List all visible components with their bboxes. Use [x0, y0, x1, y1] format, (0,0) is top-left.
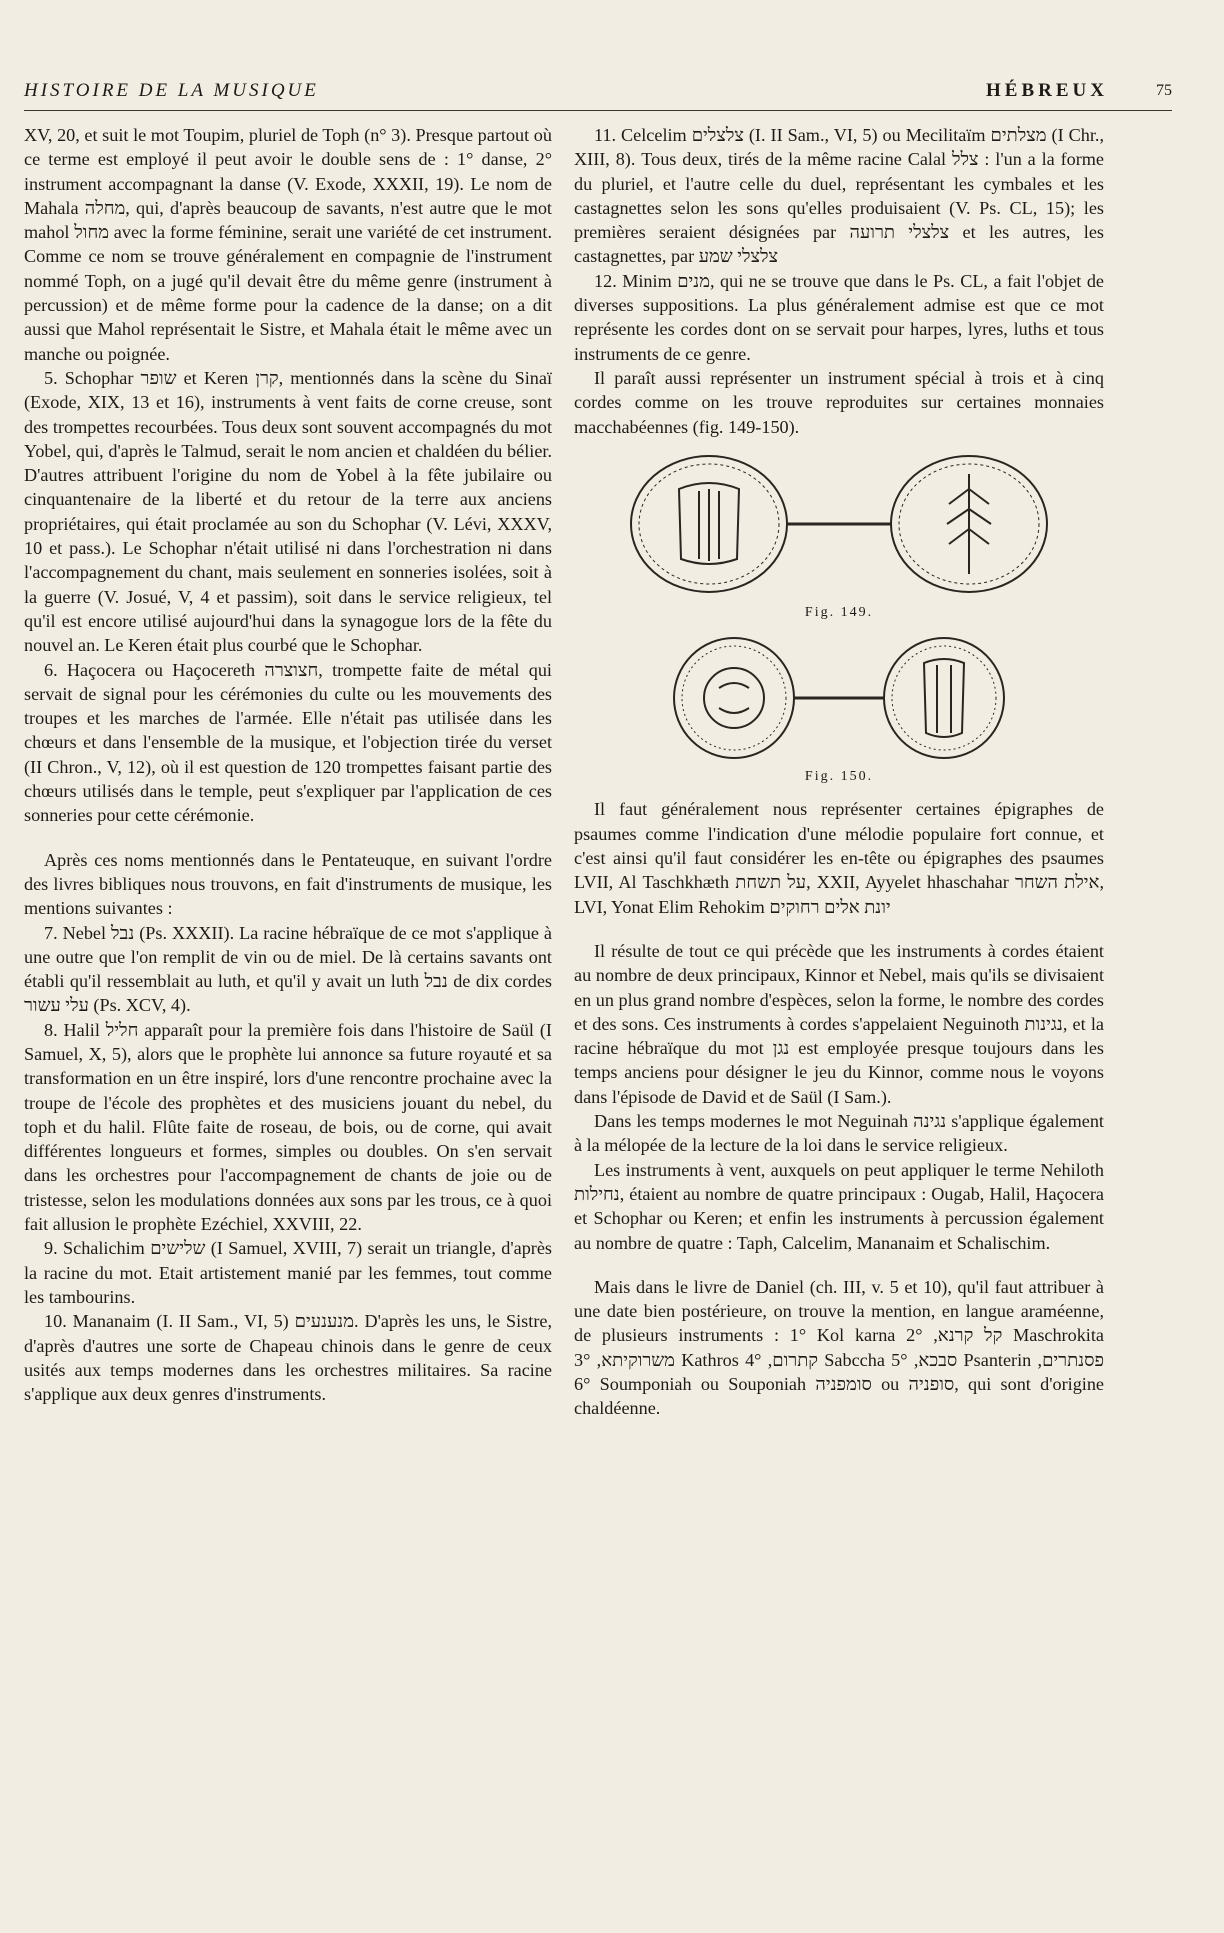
running-header-title: HISTOIRE DE LA MUSIQUE: [24, 80, 319, 101]
paragraph: 10. Mananaim (I. II Sam., VI, 5) מנענעים. D'après les uns, le Sistre, d'après d'autres une sorte de Chapeau chinois dans le genre de ceux usités aux temps modernes dans les orchestres militaires. Sa racine s'applique aux deux genres d'instruments.: [24, 1311, 552, 1405]
right-column: [574, 123, 1104, 1421]
paragraph-gap: [574, 1255, 1104, 1275]
coin-pair-illustration: [649, 633, 1029, 763]
running-header-section: HÉBREUX: [986, 80, 1108, 101]
paragraph: Dans les temps modernes le mot Neguinah נגינה s'applique également à la mélopée de la lecture de la loi dans le service religieux.: [574, 1111, 1104, 1156]
paragraph: 11. Celcelim צלצלים (I. II Sam., VI, 5) ou Mecilitaïm מצלתים (I Chr., XIII, 8). Tous deux, tirés de la même racine Calal צלל : l'un a la forme du pluriel, et l'autre celle du duel, représentant les cymbales et les castagnettes selon les sons qu'elles produisaient (V. Ps. CL, 15); les premières seraient désignées par צלצלי תרועה et les autres, les castagnettes, par צלצלי שמע: [574, 125, 1105, 267]
page-number: 75: [1156, 82, 1172, 99]
paragraph-gap: [24, 828, 552, 848]
paragraph: 5. Schophar שופר et Keren קרן, mentionnés dans la scène du Sinaï (Exode, XIX, 13 et 16), instruments à vent faits de corne creuse, sont des trompettes recourbées. Tous deux sont souvent accompagnés du mot Yobel, qui, d'après le Talmud, serait le nom ancien et chaldéen du bélier. D'autres attribuent l'origine du nom de Yobel à la fête jubilaire ou cinquantenaire de la liberté et du retour de la terre aux anciens propriétaires, qui était proclamée au son du Schophar (V. Lévi, XXXV, 10 et pass.). Le Schophar n'était utilisé ni dans l'orchestration ni dans l'accompagnement du chant, mais seulement en sonneries isolées, soit à la guerre (V. Josué, V, 4 et passim), soit dans le service religieux, tel qu'il est encore utilisé aujourd'hui dans la synagogue lors de la fête du nouvel an. Le Keren était plus courbé que le Schophar.: [24, 367, 553, 656]
paragraph: Il faut généralement nous représenter certaines épigraphes de psaumes comme l'indication d'une mélodie populaire fort connue, et c'est ainsi qu'il faut considérer les en-tête ou épigraphes des psaumes LVII, Al Taschkhæth על תשחת, XXII, Ayyelet hhaschahar אילת השחר, LVI, Yonat Elim Rehokim יונת אלים רחוקים: [574, 799, 1104, 917]
paragraph: 6. Haçocera ou Haçocereth חצוצרה, trompette faite de métal qui servait de signal pour les cérémonies du culte ou les mouvements des troupes et les marches de l'armée. Elle n'était pas utilisée dans les chœurs et dans l'ensemble de la musique, et l'objection tirée du verset (II Chron., V, 12), où il est question de 120 trompettes faisant partie des chœurs utilisés dans le temple, peut s'expliquer par l'application de ces sonneries pour cette cérémonie.: [24, 659, 552, 826]
paragraph: Il paraît aussi représenter un instrument spécial à trois et à cinq cordes comme on les trouve reproduites sur certaines monnaies macchabéennes (fig. 149-150).: [574, 367, 1104, 437]
figure-caption: Fig. 149.: [804, 604, 874, 620]
paragraph: 8. Halil חליל apparaît pour la première fois dans l'histoire de Saül (I Samuel, X, 5), alors que le prophète lui annonce sa future royauté et sa transformation en un être inspiré, lors d'une rencontre prochaine avec la troupe de l'école des prophètes et des musiciens jouant du nebel, du toph et du halil. Flûte faite de roseau, de bois, ou de corne, qui avait différentes longueurs et formes, simples ou doubles. On s'en servait dans les orchestres pour l'accompagnement de chants de joie ou de tristesse, selon les modulations données aux sons par les trous, ce à quoi fait allusion le prophète Ezéchiel, XXVIII, 22.: [24, 1019, 552, 1235]
paragraph: Après ces noms mentionnés dans le Pentateuque, en suivant l'ordre des livres bibliques nous trouvons, en fait d'instruments de musique, les mentions suivantes :: [24, 849, 552, 919]
paragraph: Les instruments à vent, auxquels on peut appliquer le terme Nehiloth נחילות, étaient au nombre de quatre principaux : Ougab, Halil, Haçocera et Schophar ou Keren; et enfin les instruments à percussion également au nombre de quatre : Taph, Calcelim, Mananaim et Schalischim.: [574, 1159, 1104, 1253]
paragraph: 9. Schalichim שלישים (I Samuel, XVIII, 7) serait un triangle, d'après la racine du mot. Etait artistement manié par les femmes, tout comme les tambourins.: [24, 1238, 553, 1307]
coin-pair-illustration: [619, 449, 1059, 599]
figure-caption: Fig. 150.: [804, 769, 874, 785]
paragraph: XV, 20, et suit le mot Toupim, pluriel de Toph (n° 3). Presque partout où ce terme est employé il peut avoir le double sens de : 1° danse, 2° instrument accompagnant la danse (V. Exode, XXXII, 19). Le nom de Mahala מחלה, qui, d'après beaucoup de savants, n'est autre que le mot mahol מחול avec la forme féminine, serait une variété de cet instrument. Comme ce nom se trouve généralement en compagnie de l'instrument nommé Toph, on a jugé qu'il devait être du même genre (instrument à percussion) et de même forme pour la cadence de la danse; on a dit aussi que Mahol représentait le Sistre, et Mahala était le même avec un manche ou poignée.: [24, 125, 552, 364]
paragraph: Il résulte de tout ce qui précède que les instruments à cordes étaient au nombre de deux principaux, Kinnor et Nebel, mais qu'ils se divisaient en un plus grand nombre d'espèces, selon la forme, le nombre des cordes et des sons. Ces instruments à cordes s'appelaient Neguinoth נגינות, et la racine hébraïque du mot נגן est employée presque toujours dans les temps anciens pour désigner le jeu du Kinnor, comme nous le voyons dans l'épisode de David et de Saül (I Sam.).: [574, 940, 1104, 1107]
left-column: [24, 123, 552, 1406]
paragraph: 12. Minim מנים, qui ne se trouve que dans le Ps. CL, a fait l'objet de diverses suppositions. La plus généralement admise est que ce mot représente les cordes dont on se servait pour harpes, lyres, luths et tous instruments de ce genre.: [574, 270, 1104, 364]
paragraph-gap: [574, 919, 1104, 939]
paragraph: 7. Nebel נבל (Ps. XXXII). La racine hébraïque de ce mot s'applique à une outre que l'on remplit de vin ou de miel. De là certains savants ont établi qu'il ressemblait au luth, et qu'il y avait un luth נבל de dix cordes עלי עשור (Ps. XCV, 4).: [24, 922, 553, 1016]
paragraph: Mais dans le livre de Daniel (ch. III, v. 5 et 10), qu'il faut attribuer à une date bien postérieure, on trouve la mention, en langue araméenne, de plusieurs instruments : 1° Kol karna קל קרנא, 2° Maschrokita משרוקיתא, 3° Kathros קתרום, 4° Sabccha סבכא, 5° Psanterin פסנתרים, 6° Soumponiah ou Souponiah סומפניה ou סופניה, qui sont d'origine chaldéenne.: [574, 1276, 1105, 1419]
figure-149: [574, 449, 1104, 790]
header-rule: [24, 110, 1172, 111]
